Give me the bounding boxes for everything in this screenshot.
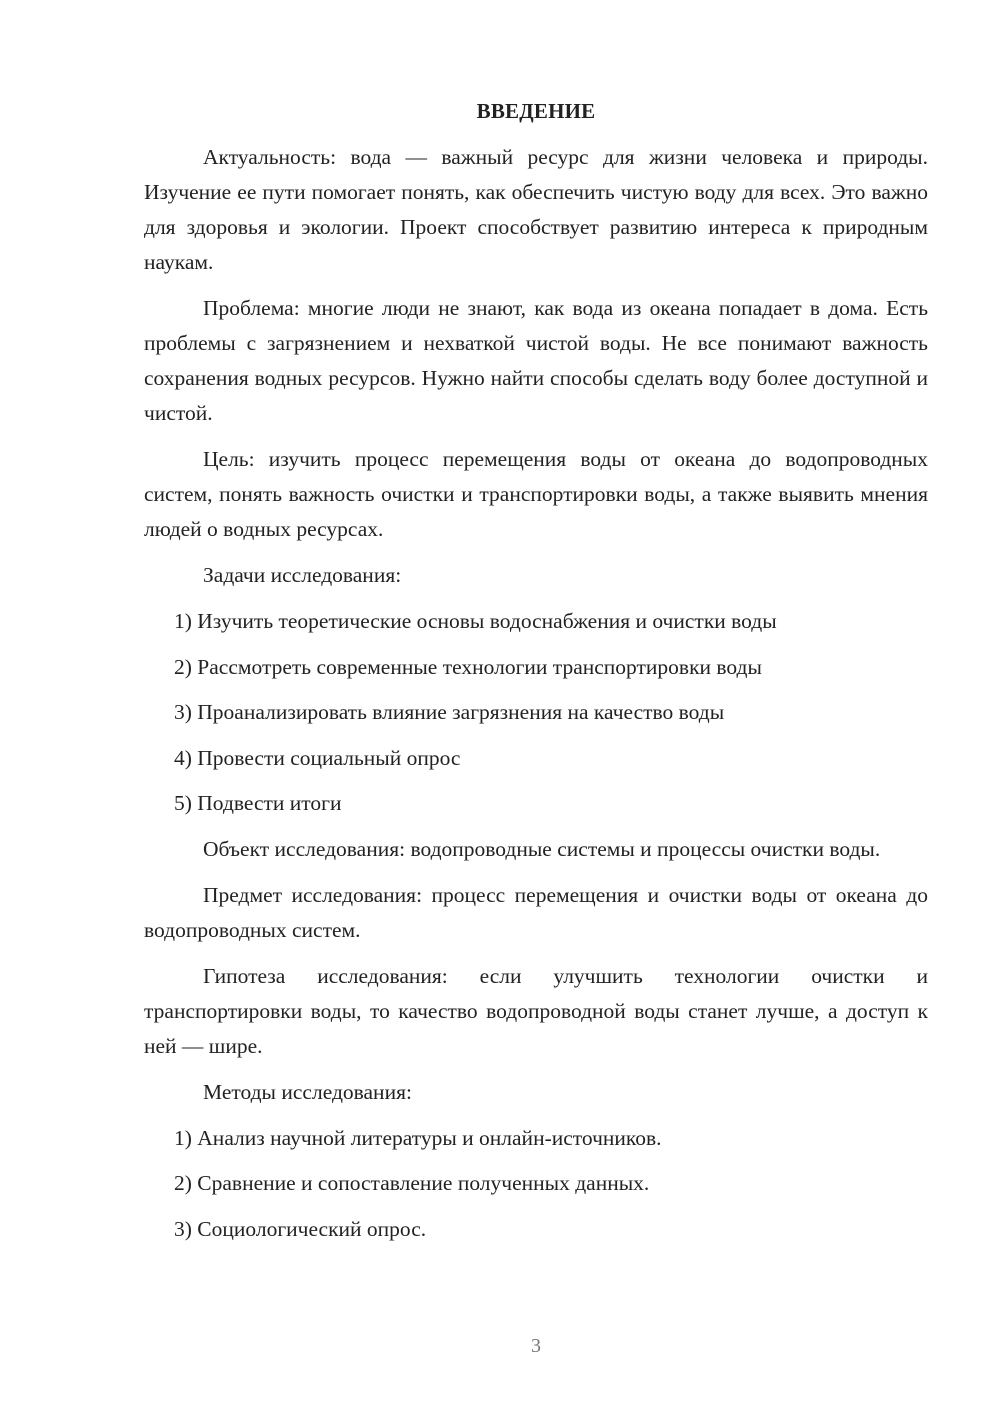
page-content — [144, 96, 928, 1257]
methods-heading: Методы исследования: — [203, 1079, 412, 1104]
page-number: 3 — [531, 1335, 541, 1357]
task-item-1: 1) Изучить теоретические основы водоснабжения и очистки воды — [174, 609, 777, 633]
method-item-2: 2) Сравнение и сопоставление полученных данных. — [174, 1171, 650, 1195]
hypothesis-paragraph: Гипотеза исследования: если улучшить технологии очистки и транспортировки воды, то качество водопроводной воды станет лучше, а доступ к ней — шире. — [144, 963, 928, 1058]
goal-paragraph: Цель: изучить процесс перемещения воды от океана до водопроводных систем, понять важность очистки и транспортировки воды, а также выявить мнения людей о водных ресурсах. — [144, 447, 928, 541]
page-title: ВВЕДЕНИЕ — [476, 99, 596, 123]
object-paragraph: Объект исследования: водопроводные системы и процессы очистки воды. — [203, 836, 881, 861]
method-item-3: 3) Социологический опрос. — [174, 1216, 427, 1241]
task-item-5: 5) Подвести итоги — [174, 791, 342, 815]
problem-paragraph: Проблема: многие люди не знают, как вода из океана попадает в дома. Есть проблемы с загрязнением и нехваткой чистой воды. Не все понимают важность сохранения водных ресурсов. Нужно найти способы сделать воду более доступной и чистой. — [144, 296, 928, 425]
method-item-1: 1) Анализ научной литературы и онлайн-источников. — [174, 1125, 662, 1150]
task-item-3: 3) Проанализировать влияние загрязнения на качество воды — [174, 700, 725, 724]
relevance-paragraph: Актуальность: вода — важный ресурс для жизни человека и природы. Изучение ее пути помогает понять, как обеспечить чистую воду для всех. Это важно для здоровья и экологии. Проект способствует развитию интереса к природным наукам. — [144, 145, 928, 274]
subject-paragraph: Предмет исследования: процесс перемещения и очистки воды от океана до водопроводных систем. — [144, 882, 928, 942]
tasks-heading: Задачи исследования: — [203, 563, 402, 587]
task-item-2: 2) Рассмотреть современные технологии транспортировки воды — [174, 654, 762, 679]
task-item-4: 4) Провести социальный опрос — [174, 745, 461, 770]
